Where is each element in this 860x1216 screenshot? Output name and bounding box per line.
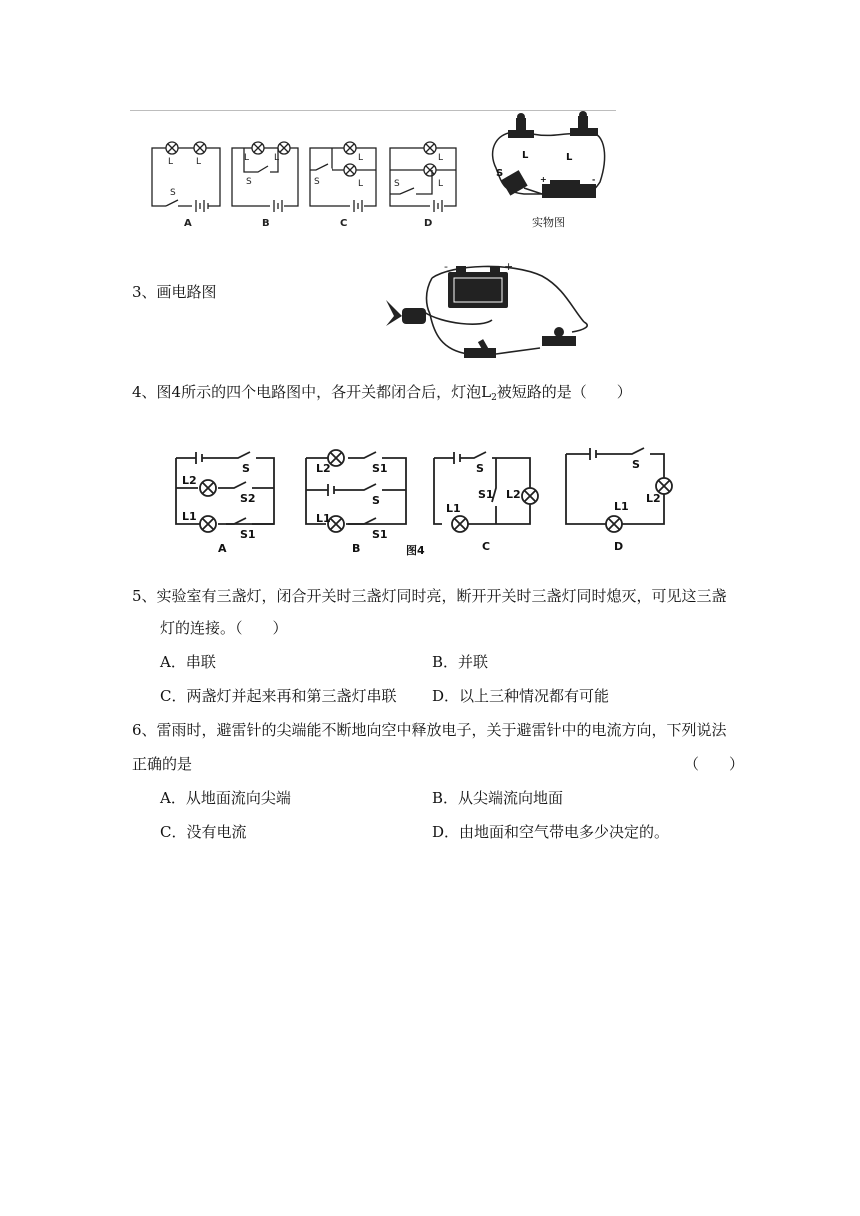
label-S: S [170, 188, 176, 198]
q6-option-d: D．由地面和空气带电多少决定的。 [432, 823, 670, 841]
question-4: 4、图4所示的四个电路图中，各开关都闭合后，灯泡$L_2$被短路的是（ ） [132, 383, 632, 403]
photo-caption: 实物图 [532, 216, 565, 229]
fig4-B-S1: S1 [372, 462, 388, 475]
top-circuit-diagrams [148, 130, 468, 230]
q6-option-b: B．从尖端流向地面 [432, 789, 564, 807]
fig4-label-B: B [352, 542, 361, 555]
fig4-D-S: S [632, 458, 640, 471]
label-S: S [394, 179, 400, 189]
fig4-C-S: S [476, 462, 484, 475]
q3-minus: - [444, 260, 448, 273]
fig4-B-S: S [372, 494, 380, 507]
photo-label-S: S [496, 168, 504, 179]
fig4-A-L1: L1 [182, 510, 197, 523]
fig4-C-S1: S1 [478, 488, 494, 501]
fig4-B-L1: L1 [316, 512, 331, 525]
q3-plus: + [504, 260, 514, 273]
fig4-A-S: S [242, 462, 250, 475]
fig4-caption: 图4 [406, 544, 425, 556]
fig4-B-L2: L2 [316, 462, 331, 475]
photo-label-L1: L [522, 150, 529, 161]
label-S: S [246, 177, 252, 187]
q5-option-b: B．并联 [432, 653, 489, 671]
label-L2: L [438, 179, 444, 189]
photo-minus: - [592, 175, 596, 184]
label-A: A [184, 218, 192, 229]
fig4-C-L2: L2 [506, 488, 521, 501]
physical-circuit-photo [484, 108, 610, 234]
q6-option-c: C．没有电流 [160, 823, 247, 841]
q5-option-c: C．两盏灯并起来再和第三盏灯串联 [160, 687, 397, 705]
fig4-C-L1: L1 [446, 502, 461, 515]
fig4-A-S2: S2 [240, 492, 256, 505]
question-6-line2: 正确的是 [132, 755, 193, 773]
label-C: C [340, 218, 348, 229]
fig4-A-L2: L2 [182, 474, 197, 487]
photo-plus: + [540, 175, 547, 184]
q3-object-photo [372, 258, 598, 370]
fig4-D-L1: L1 [614, 500, 629, 513]
label-L2: L [196, 157, 202, 167]
q5-option-d: D．以上三种情况都有可能 [432, 687, 610, 705]
fig4-label-A: A [218, 542, 227, 555]
label-B: B [262, 218, 270, 229]
question-5-line2: 灯的连接。（ ） [160, 619, 288, 637]
label-L1: L [358, 153, 364, 163]
label-L2: L [358, 179, 364, 189]
question-6-answer-paren: （ ） [684, 755, 745, 773]
figure-4-circuits [170, 444, 686, 556]
label-L2: L [274, 153, 280, 163]
fig4-D-L2: L2 [646, 492, 661, 505]
photo-label-L2: L [566, 152, 573, 163]
label-L1: L [438, 153, 444, 163]
question-6-line1: 6、雷雨时，避雷针的尖端能不断地向空中释放电子，关于避雷针中的电流方向，下列说法 [132, 721, 727, 739]
label-L1: L [244, 153, 250, 163]
question-5-line1: 5、实验室有三盏灯，闭合开关时三盏灯同时亮，断开开关时三盏灯同时熄灭，可见这三盏 [132, 587, 727, 605]
fig4-A-S1: S1 [240, 528, 256, 541]
fig4-B-S1b: S1 [372, 528, 388, 541]
fig4-label-C: C [482, 540, 491, 553]
fig4-label-D: D [614, 540, 624, 553]
label-D: D [424, 218, 433, 229]
label-L1: L [168, 157, 174, 167]
question-3: 3、画电路图 [132, 283, 217, 301]
label-S: S [314, 177, 320, 187]
q5-option-a: A．串联 [160, 653, 216, 671]
q6-option-a: A．从地面流向尖端 [160, 789, 291, 807]
